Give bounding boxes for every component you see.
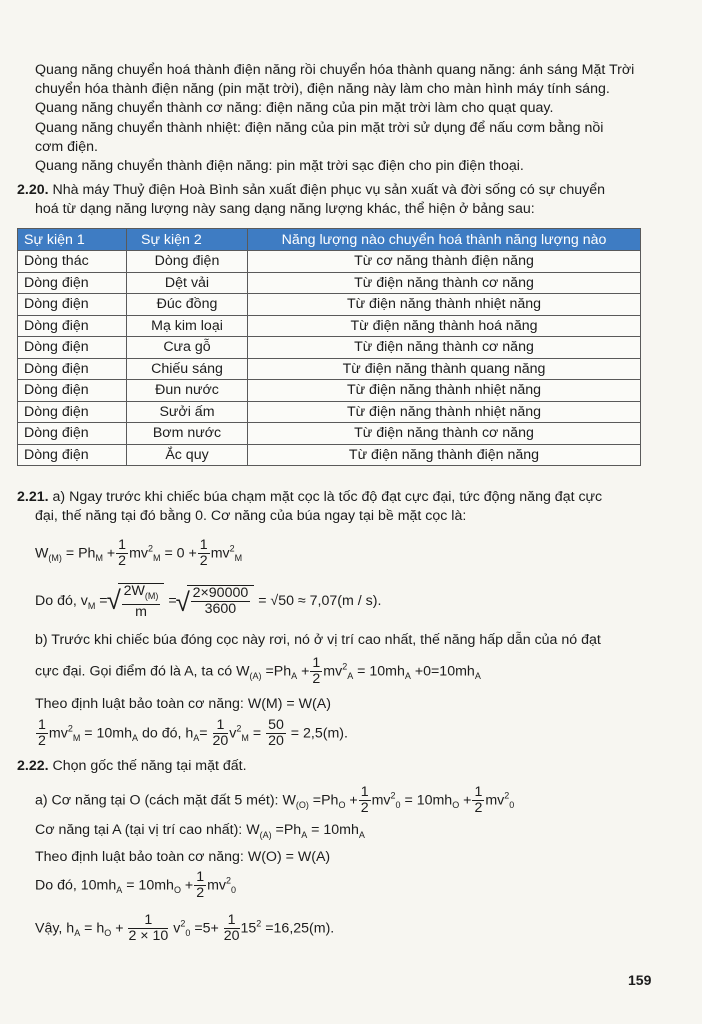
table-cell: Từ điện năng thành cơ năng	[248, 423, 641, 445]
table-cell: Dòng điện	[18, 272, 127, 294]
table-header-row	[18, 229, 641, 251]
equation: $\frac{1}{2}$ $mv^2_M = 10mh_A$ do đó, $h_A=$ $\frac{1}{20}$ $v^2_M$ = $\frac{50}{20}$ = 2,5(m).	[38, 717, 348, 749]
table-row	[18, 423, 641, 445]
question-222	[17, 757, 247, 775]
question-text: Chọn gốc thế năng tại mặt đất.	[52, 758, 247, 774]
table-cell: Từ điện năng thành quang năng	[248, 358, 641, 380]
table-row	[18, 272, 641, 294]
text-label: do đó,	[141, 725, 182, 742]
equation: Do đó, $10mh_A = 10mh_O$ + $\frac{1}{2}$ $mv^2_0$	[35, 869, 237, 901]
table-cell: Đúc đồng	[127, 294, 248, 316]
table-cell: Ắc quy	[127, 444, 248, 466]
equation: Cơ năng tại A (tại vị trí cao nhất): $W_{(A)} =Ph_A = 10mh_A$	[35, 822, 365, 840]
table-cell: Từ điện năng thành nhiệt năng	[248, 380, 641, 402]
table-cell: Từ điện năng thành nhiệt năng	[248, 294, 641, 316]
equation: $W_{(M)} = Ph_M$ + $\frac{1}{2}$ $mv^2_M = 0$ + $\frac{1}{2}$ $mv^2_M$	[35, 537, 243, 569]
text-label: cực đại. Gọi điểm đó là A, ta có	[35, 663, 233, 680]
header-cell: Sự kiện 2	[127, 229, 248, 251]
table-cell: Từ cơ năng thành điện năng	[248, 251, 641, 273]
table-cell: Dòng điện	[18, 401, 127, 423]
table-cell: Từ điện năng thành nhiệt năng	[248, 401, 641, 423]
question-text: đại, thế năng tại đó bằng 0. Cơ năng của búa ngay tại bề mặt cọc là:	[35, 508, 467, 524]
table-cell: Dòng điện	[18, 380, 127, 402]
equation: cực đại. Gọi điểm đó là A, ta có $W_{(A)} =Ph_A$ + $\frac{1}{2}$ $mv^2_A = 10mh_A +0=10mh_A$	[35, 655, 481, 687]
table-row	[18, 444, 641, 466]
text-line: Quang năng chuyển thành nhiệt: điện năng của pin mặt trời sử dụng để nấu cơm bằng nồi	[35, 120, 604, 136]
text-label: Do đó,	[35, 877, 77, 894]
text-line: Quang năng chuyển thành điện năng: pin mặt trời sạc điện cho pin điện thoại.	[35, 158, 524, 174]
text-label: Cơ năng tại A (tại vị trí cao nhất):	[35, 822, 243, 838]
page-number: 159	[628, 972, 652, 988]
table-row	[18, 315, 641, 337]
table-cell: Dòng điện	[18, 444, 127, 466]
text-line: Theo định luật bảo toàn cơ năng: W(O) = W(A)	[35, 849, 331, 865]
table-row	[18, 380, 641, 402]
question-text: a) Ngay trước khi chiếc búa chạm mặt cọc là tốc độ đạt cực đại, tức động năng đạt cực	[52, 489, 603, 505]
table-cell: Dòng điện	[18, 423, 127, 445]
energy-table	[17, 228, 641, 466]
equation: Do đó, $v_M$ = √ $\frac{2W_{(M)}}{m}$ = √ $\frac{2\times 90000}{3600}$ = √50 ≈ 7,07(m / s).	[35, 583, 381, 620]
table-row	[18, 337, 641, 359]
question-number: 2.21.	[17, 489, 49, 505]
text-label: Do đó,	[35, 593, 77, 610]
table-row	[18, 251, 641, 273]
table-cell: Từ điện năng thành hoá năng	[248, 315, 641, 337]
table-cell: Dòng điện	[18, 358, 127, 380]
table-cell: Từ điện năng thành cơ năng	[248, 272, 641, 294]
question-text: hoá từ dạng năng lượng này sang dạng năng lượng khác, thể hiện ở bảng sau:	[35, 201, 535, 217]
table-row	[18, 401, 641, 423]
table-cell: Dòng điện	[18, 337, 127, 359]
table-cell: Từ điện năng thành điện năng	[248, 444, 641, 466]
table-cell: Cưa gỗ	[127, 337, 248, 359]
table-cell: Dòng điện	[127, 251, 248, 273]
text-line: Quang năng chuyển hoá thành điện năng rồi chuyển hóa thành quang năng: ánh sáng Mặt Trời	[35, 62, 635, 78]
text-line: Quang năng chuyển thành cơ năng: điện năng của pin mặt trời làm cho quạt quay.	[35, 100, 554, 116]
table-cell: Dòng thác	[18, 251, 127, 273]
equation: Vậy, $h_A = h_O$ + $\frac{1}{2 \times 10}$ $v^2_0 =5+$ $\frac{1}{20}$ $15^2 =16,25(m)$.	[35, 912, 335, 944]
table-cell: Bơm nước	[127, 423, 248, 445]
text-line: b) Trước khi chiếc búa đóng cọc này rơi, nó ở vị trí cao nhất, thế năng hấp dẫn của nó đạt	[35, 632, 601, 648]
text-line: cơm điện.	[35, 139, 98, 155]
table-cell: Dệt vải	[127, 272, 248, 294]
question-221	[17, 488, 602, 506]
question-number: 2.20.	[17, 182, 49, 198]
question-text: Nhà máy Thuỷ điện Hoà Bình sản xuất điện phục vụ sản xuất và đời sống có sự chuyển	[52, 182, 605, 198]
table-row	[18, 358, 641, 380]
question-number: 2.22.	[17, 758, 49, 774]
text-label: Vậy,	[35, 920, 63, 937]
table-cell: Từ điện năng thành cơ năng	[248, 337, 641, 359]
table-cell: Dòng điện	[18, 294, 127, 316]
table-row	[18, 294, 641, 316]
question-220	[17, 181, 605, 199]
table-cell: Dòng điện	[18, 315, 127, 337]
text-line: chuyển hóa thành điện năng (pin mặt trời), điện năng này làm cho màn hình máy tính sáng.	[35, 81, 610, 97]
equation: a) Cơ năng tại O (cách mặt đất 5 mét): $W_{(O)} =Ph_O$ + $\frac{1}{2}$ $mv^2_0 = 10mh_O$ + $\frac{1}{2}$ $mv^2_0$	[35, 784, 515, 816]
text-line: Theo định luật bảo toàn cơ năng: W(M) = W(A)	[35, 696, 331, 712]
table-cell: Đun nước	[127, 380, 248, 402]
table-cell: Sưởi ấm	[127, 401, 248, 423]
header-cell: Năng lượng nào chuyển hoá thành năng lượng nào	[248, 229, 641, 251]
text-label: a) Cơ năng tại O (cách mặt đất 5 mét):	[35, 792, 279, 809]
table-cell: Mạ kim loại	[127, 315, 248, 337]
table-cell: Chiếu sáng	[127, 358, 248, 380]
header-cell: Sự kiện 1	[18, 229, 127, 251]
